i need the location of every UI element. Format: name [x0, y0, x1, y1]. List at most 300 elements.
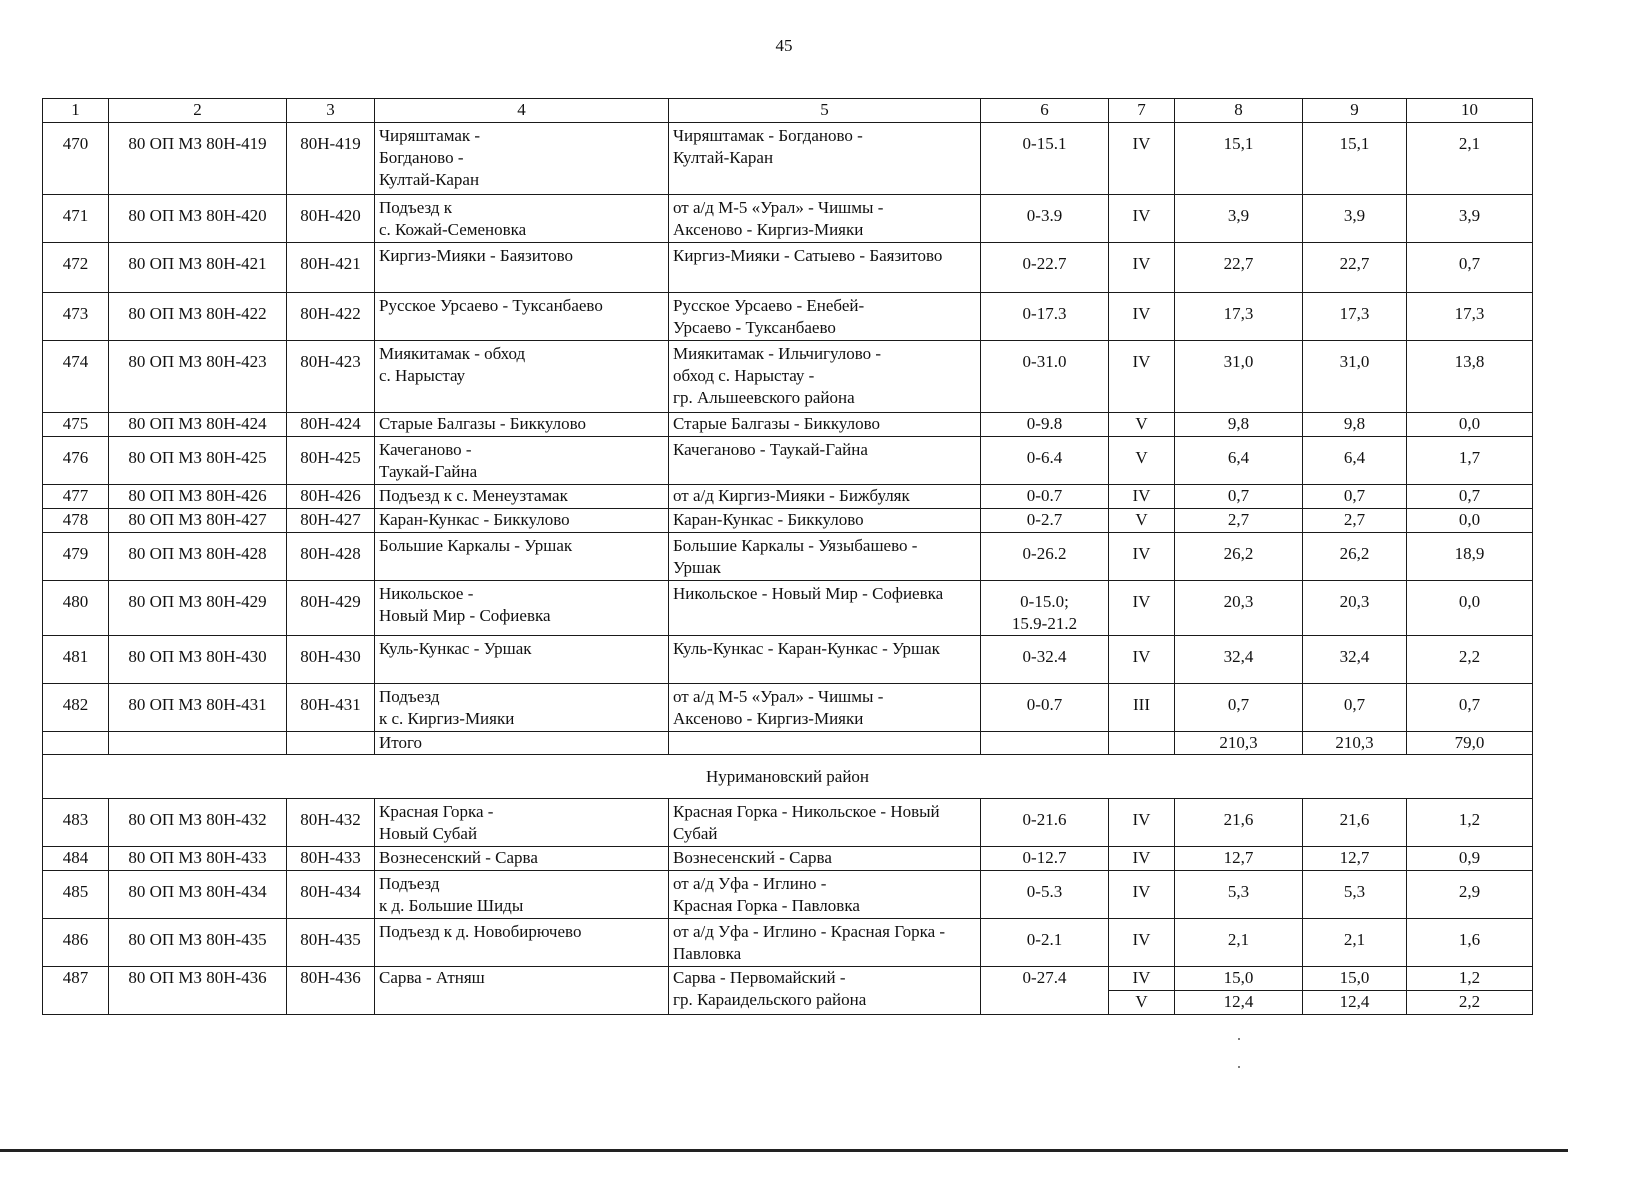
road-category — [1109, 967, 1175, 991]
row-number — [43, 293, 109, 341]
length-total — [1175, 413, 1303, 437]
km-range — [981, 243, 1109, 293]
road-route-line: Миякитамак - Ильчигулово - — [673, 344, 882, 363]
road-code — [287, 636, 375, 684]
length-total-line: 6,4 — [1227, 448, 1250, 467]
road-category — [1109, 413, 1175, 437]
column-header: 1 — [43, 99, 109, 123]
empty-cell — [669, 732, 981, 755]
road-id — [109, 967, 287, 1015]
road-id-line: 80 ОП МЗ 80Н-419 — [128, 134, 267, 153]
road-category-line: V — [1135, 992, 1148, 1011]
road-code-line: 80Н-433 — [300, 848, 361, 867]
road-code — [287, 684, 375, 732]
column-header: 9 — [1303, 99, 1407, 123]
length-regional — [1303, 413, 1407, 437]
length-surface — [1407, 967, 1533, 991]
road-id — [109, 871, 287, 919]
road-code-line: 80Н-423 — [300, 352, 361, 371]
road-name-line: Киргиз-Мияки - Баязитово — [379, 246, 573, 265]
length-regional — [1303, 123, 1407, 195]
table-row — [43, 509, 1533, 533]
length-regional-line: 2,7 — [1343, 510, 1366, 529]
table-row — [43, 293, 1533, 341]
road-id-line: 80 ОП МЗ 80Н-433 — [128, 848, 267, 867]
road-route-line: Аксеново - Киргиз-Мияки — [673, 220, 864, 239]
row-number — [43, 485, 109, 509]
road-route-line: от а/д Уфа - Иглино - Красная Горка - — [673, 922, 946, 941]
road-code-line: 80Н-429 — [300, 592, 361, 611]
km-range-line: 0-15.1 — [1022, 134, 1067, 153]
length-total — [1175, 799, 1303, 847]
length-regional-line: 31,0 — [1339, 352, 1370, 371]
km-range-line: 0-5.3 — [1026, 882, 1063, 901]
length-total-line: 22,7 — [1223, 254, 1254, 273]
road-category-line: IV — [1132, 848, 1151, 867]
road-route — [669, 437, 981, 485]
road-name-line: Подъезд — [379, 687, 440, 706]
road-category — [1109, 581, 1175, 636]
length-surface — [1407, 871, 1533, 919]
length-surface-line: 2,2 — [1458, 647, 1481, 666]
km-range — [981, 636, 1109, 684]
page-bottom-rule — [0, 1149, 1568, 1152]
road-route — [669, 509, 981, 533]
road-name-line: к с. Киргиз-Мияки — [379, 709, 515, 728]
road-code-line: 80Н-425 — [300, 448, 361, 467]
row-number — [43, 341, 109, 413]
row-number — [43, 684, 109, 732]
km-range-line: 15.9-21.2 — [1011, 614, 1078, 633]
length-total — [1175, 636, 1303, 684]
road-route-line: Каран-Кункас - Биккулово — [673, 510, 864, 529]
length-total — [1175, 509, 1303, 533]
road-id-line: 80 ОП МЗ 80Н-429 — [128, 592, 267, 611]
length-surface-line: 17,3 — [1454, 304, 1485, 323]
table-row — [43, 485, 1533, 509]
road-name — [375, 509, 669, 533]
length-total — [1175, 919, 1303, 967]
length-surface — [1407, 991, 1533, 1015]
road-id-line: 80 ОП МЗ 80Н-430 — [128, 647, 267, 666]
road-code — [287, 123, 375, 195]
table-row — [43, 799, 1533, 847]
length-total-line: 9,8 — [1227, 414, 1250, 433]
row-number — [43, 967, 109, 1015]
road-name-line: Старые Балгазы - Биккулово — [379, 414, 587, 433]
length-regional-line: 17,3 — [1339, 304, 1370, 323]
total-regional — [1303, 732, 1407, 755]
road-route-line: Уршак — [673, 558, 721, 577]
length-regional — [1303, 195, 1407, 243]
row-number — [43, 636, 109, 684]
road-category-line: IV — [1132, 930, 1151, 949]
km-range — [981, 123, 1109, 195]
road-route-line: Субай — [673, 824, 718, 843]
row-number — [43, 123, 109, 195]
column-header: 4 — [375, 99, 669, 123]
road-name — [375, 293, 669, 341]
road-id — [109, 533, 287, 581]
length-regional — [1303, 509, 1407, 533]
length-total — [1175, 293, 1303, 341]
road-code — [287, 485, 375, 509]
road-category — [1109, 636, 1175, 684]
road-route-line: Красная Горка - Никольское - Новый — [673, 802, 940, 821]
road-route-line: от а/д Уфа - Иглино - — [673, 874, 827, 893]
road-code-line: 80Н-424 — [300, 414, 361, 433]
length-surface-line: 1,2 — [1458, 968, 1481, 987]
road-code — [287, 967, 375, 1015]
length-regional — [1303, 799, 1407, 847]
road-code — [287, 799, 375, 847]
road-name — [375, 413, 669, 437]
road-code — [287, 437, 375, 485]
road-id-line: 80 ОП МЗ 80Н-423 — [128, 352, 267, 371]
road-route — [669, 684, 981, 732]
km-range-line: 0-2.7 — [1026, 510, 1063, 529]
road-id-line: 80 ОП МЗ 80Н-422 — [128, 304, 267, 323]
road-route — [669, 799, 981, 847]
table-row — [43, 581, 1533, 636]
row-number-line: 472 — [62, 254, 89, 273]
road-route-line: Вознесенский - Сарва — [673, 848, 832, 867]
km-range-line: 0-15.0; — [1020, 592, 1069, 611]
road-id — [109, 581, 287, 636]
road-id-line: 80 ОП МЗ 80Н-434 — [128, 882, 267, 901]
km-range-line: 0-17.3 — [1022, 304, 1067, 323]
road-category — [1109, 437, 1175, 485]
road-category-line: IV — [1132, 134, 1151, 153]
length-regional — [1303, 485, 1407, 509]
length-regional — [1303, 871, 1407, 919]
road-name-line: с. Нарыстау — [379, 366, 466, 385]
road-route-line: Старые Балгазы - Биккулово — [673, 414, 881, 433]
length-total — [1175, 581, 1303, 636]
road-code — [287, 413, 375, 437]
km-range — [981, 413, 1109, 437]
road-route — [669, 871, 981, 919]
road-code-line: 80Н-427 — [300, 510, 361, 529]
length-total — [1175, 991, 1303, 1015]
road-id — [109, 293, 287, 341]
road-category-line: IV — [1132, 647, 1151, 666]
road-name — [375, 871, 669, 919]
section-row — [43, 755, 1533, 799]
length-total-line: 12,4 — [1223, 992, 1254, 1011]
length-total — [1175, 684, 1303, 732]
road-category-line: V — [1135, 510, 1148, 529]
length-surface — [1407, 919, 1533, 967]
row-number-line: 476 — [62, 448, 89, 467]
km-range-line: 0-27.4 — [1022, 968, 1067, 987]
table-row — [43, 195, 1533, 243]
length-total-line: 21,6 — [1223, 810, 1254, 829]
road-name — [375, 243, 669, 293]
road-name-line: Вознесенский - Сарва — [379, 848, 538, 867]
length-regional-line: 9,8 — [1343, 414, 1366, 433]
total-surface-line: 79,0 — [1454, 733, 1485, 752]
length-total — [1175, 243, 1303, 293]
road-route-line: Большие Каркалы - Уязыбашево - — [673, 536, 918, 555]
road-name — [375, 195, 669, 243]
length-surface-line: 2,2 — [1458, 992, 1481, 1011]
road-route — [669, 581, 981, 636]
column-header: 8 — [1175, 99, 1303, 123]
empty-cell — [287, 732, 375, 755]
road-id — [109, 437, 287, 485]
length-total — [1175, 485, 1303, 509]
table-row — [43, 967, 1533, 991]
road-name — [375, 485, 669, 509]
road-name-line: Куль-Кункас - Уршак — [379, 639, 532, 658]
road-name-line: Сарва - Атняш — [379, 968, 485, 987]
road-category — [1109, 341, 1175, 413]
km-range — [981, 967, 1109, 1015]
length-surface — [1407, 123, 1533, 195]
road-code-line: 80Н-434 — [300, 882, 361, 901]
road-route — [669, 341, 981, 413]
length-regional — [1303, 533, 1407, 581]
road-name-line: Каран-Кункас - Биккулово — [379, 510, 570, 529]
road-id — [109, 243, 287, 293]
length-regional-line: 3,9 — [1343, 206, 1366, 225]
length-regional-line: 0,7 — [1343, 486, 1366, 505]
road-name-line: Новый Субай — [379, 824, 478, 843]
road-name-line: Миякитамак - обход — [379, 344, 526, 363]
road-category-line: IV — [1132, 254, 1151, 273]
km-range — [981, 847, 1109, 871]
road-category-line: IV — [1132, 544, 1151, 563]
road-name-line: Богданово - — [379, 148, 464, 167]
column-header: 5 — [669, 99, 981, 123]
km-range-line: 0-21.6 — [1022, 810, 1067, 829]
total-surface — [1407, 732, 1533, 755]
road-name-line: Русское Урсаево - Туксанбаево — [379, 296, 603, 315]
road-id-line: 80 ОП МЗ 80Н-424 — [128, 414, 267, 433]
column-header: 3 — [287, 99, 375, 123]
table-row — [43, 437, 1533, 485]
road-code-line: 80Н-420 — [300, 206, 361, 225]
road-route-line: Павловка — [673, 944, 742, 963]
total-length — [1175, 732, 1303, 755]
row-number-line: 473 — [62, 304, 89, 323]
length-regional-line: 12,4 — [1339, 992, 1370, 1011]
length-regional-line: 0,7 — [1343, 695, 1366, 714]
road-name-line: Подъезд к д. Новобирючево — [379, 922, 582, 941]
road-code-line: 80Н-435 — [300, 930, 361, 949]
road-category — [1109, 991, 1175, 1015]
length-surface-line: 0,0 — [1458, 510, 1481, 529]
road-name — [375, 919, 669, 967]
road-route-line: Русское Урсаево - Енебей- — [673, 296, 865, 315]
road-name — [375, 799, 669, 847]
length-surface — [1407, 243, 1533, 293]
row-number-line: 484 — [62, 848, 89, 867]
km-range — [981, 509, 1109, 533]
road-name-line: Таукай-Гайна — [379, 462, 478, 481]
road-route-line: гр. Караидельского района — [673, 990, 867, 1009]
road-category-line: IV — [1132, 810, 1151, 829]
row-number-line: 485 — [62, 882, 89, 901]
length-regional — [1303, 243, 1407, 293]
km-range — [981, 581, 1109, 636]
length-total-line: 12,7 — [1223, 848, 1254, 867]
road-id — [109, 799, 287, 847]
road-id-line: 80 ОП МЗ 80Н-425 — [128, 448, 267, 467]
length-regional-line: 6,4 — [1343, 448, 1366, 467]
km-range — [981, 871, 1109, 919]
length-total-line: 5,3 — [1227, 882, 1250, 901]
road-category-line: IV — [1132, 206, 1151, 225]
length-total — [1175, 341, 1303, 413]
road-name — [375, 533, 669, 581]
length-surface — [1407, 636, 1533, 684]
row-number-line: 477 — [62, 486, 89, 505]
empty-cell — [109, 732, 287, 755]
length-surface-line: 0,0 — [1458, 592, 1481, 611]
road-name-line: к д. Большие Шиды — [379, 896, 524, 915]
total-label — [375, 732, 669, 755]
length-surface — [1407, 509, 1533, 533]
row-number-line: 481 — [62, 647, 89, 666]
road-name — [375, 437, 669, 485]
table-row — [43, 847, 1533, 871]
road-id-line: 80 ОП МЗ 80Н-420 — [128, 206, 267, 225]
road-name-line: Подъезд к — [379, 198, 453, 217]
road-route-line: Урсаево - Туксанбаево — [673, 318, 836, 337]
road-route-line: от а/д М-5 «Урал» - Чишмы - — [673, 198, 884, 217]
length-regional-line: 15,1 — [1339, 134, 1370, 153]
column-header: 7 — [1109, 99, 1175, 123]
road-route — [669, 195, 981, 243]
road-category — [1109, 533, 1175, 581]
km-range-line: 0-22.7 — [1022, 254, 1067, 273]
road-id — [109, 485, 287, 509]
table-row — [43, 123, 1533, 195]
row-number — [43, 871, 109, 919]
road-code-line: 80Н-426 — [300, 486, 361, 505]
road-category-line: IV — [1132, 486, 1151, 505]
km-range-line: 0-0.7 — [1026, 486, 1063, 505]
table-row — [43, 413, 1533, 437]
road-name — [375, 341, 669, 413]
length-total — [1175, 967, 1303, 991]
length-surface-line: 0,7 — [1458, 486, 1481, 505]
road-code-line: 80Н-431 — [300, 695, 361, 714]
road-route-line: Никольское - Новый Мир - Софиевка — [673, 584, 944, 603]
road-code — [287, 293, 375, 341]
road-code — [287, 847, 375, 871]
length-regional-line: 5,3 — [1343, 882, 1366, 901]
row-number-line: 487 — [62, 968, 89, 987]
road-route-line: Аксеново - Киргиз-Мияки — [673, 709, 864, 728]
road-route-line: Киргиз-Мияки - Сатыево - Баязитово — [673, 246, 943, 265]
km-range-line: 0-2.1 — [1026, 930, 1063, 949]
road-category — [1109, 509, 1175, 533]
empty-cell — [43, 732, 109, 755]
length-regional — [1303, 636, 1407, 684]
road-id-line: 80 ОП МЗ 80Н-431 — [128, 695, 267, 714]
road-category — [1109, 243, 1175, 293]
km-range-line: 0-9.8 — [1026, 414, 1063, 433]
road-category — [1109, 684, 1175, 732]
road-code — [287, 243, 375, 293]
length-surface-line: 18,9 — [1454, 544, 1485, 563]
row-number — [43, 581, 109, 636]
length-surface-line: 2,1 — [1458, 134, 1481, 153]
length-regional-line: 12,7 — [1339, 848, 1370, 867]
length-regional-line: 26,2 — [1339, 544, 1370, 563]
road-category — [1109, 195, 1175, 243]
length-regional-line: 2,1 — [1343, 930, 1366, 949]
road-category — [1109, 799, 1175, 847]
row-number-line: 480 — [62, 592, 89, 611]
length-surface-line: 0,7 — [1458, 254, 1481, 273]
road-category — [1109, 847, 1175, 871]
road-name-line: Большие Каркалы - Уршак — [379, 536, 573, 555]
km-range — [981, 293, 1109, 341]
road-route-line: Красная Горка - Павловка — [673, 896, 860, 915]
length-total — [1175, 123, 1303, 195]
road-route-line: гр. Альшеевского района — [673, 388, 855, 407]
length-total-line: 0,7 — [1227, 695, 1250, 714]
road-name-line: с. Кожай-Семеновка — [379, 220, 527, 239]
road-id-line: 80 ОП МЗ 80Н-435 — [128, 930, 267, 949]
road-category-line: IV — [1132, 882, 1151, 901]
road-name-line: Подъезд — [379, 874, 440, 893]
road-name-line: Подъезд к с. Менеузтамак — [379, 486, 568, 505]
km-range — [981, 533, 1109, 581]
row-number — [43, 847, 109, 871]
road-id — [109, 195, 287, 243]
total-regional-line: 210,3 — [1335, 733, 1374, 752]
length-total-line: 31,0 — [1223, 352, 1254, 371]
length-regional-line: 32,4 — [1339, 647, 1370, 666]
road-id — [109, 636, 287, 684]
road-code-line: 80Н-432 — [300, 810, 361, 829]
row-number-line: 478 — [62, 510, 89, 529]
road-category — [1109, 919, 1175, 967]
table-row — [43, 684, 1533, 732]
km-range — [981, 799, 1109, 847]
km-range-line: 0-12.7 — [1022, 848, 1067, 867]
length-surface — [1407, 847, 1533, 871]
row-number — [43, 799, 109, 847]
length-total — [1175, 195, 1303, 243]
road-code-line: 80Н-428 — [300, 544, 361, 563]
road-id — [109, 123, 287, 195]
table-row — [43, 341, 1533, 413]
road-id-line: 80 ОП МЗ 80Н-436 — [128, 968, 267, 987]
km-range — [981, 341, 1109, 413]
scan-speck — [1238, 1038, 1240, 1040]
road-name — [375, 847, 669, 871]
length-regional-line: 15,0 — [1339, 968, 1370, 987]
length-total-line: 17,3 — [1223, 304, 1254, 323]
road-id — [109, 919, 287, 967]
road-name-line: Новый Мир - Софиевка — [379, 606, 551, 625]
road-route — [669, 413, 981, 437]
length-surface-line: 13,8 — [1454, 352, 1485, 371]
length-total-line: 20,3 — [1223, 592, 1254, 611]
km-range — [981, 195, 1109, 243]
length-regional-line: 21,6 — [1339, 810, 1370, 829]
table-row — [43, 636, 1533, 684]
length-surface — [1407, 341, 1533, 413]
row-number — [43, 509, 109, 533]
length-total-line: 3,9 — [1227, 206, 1250, 225]
